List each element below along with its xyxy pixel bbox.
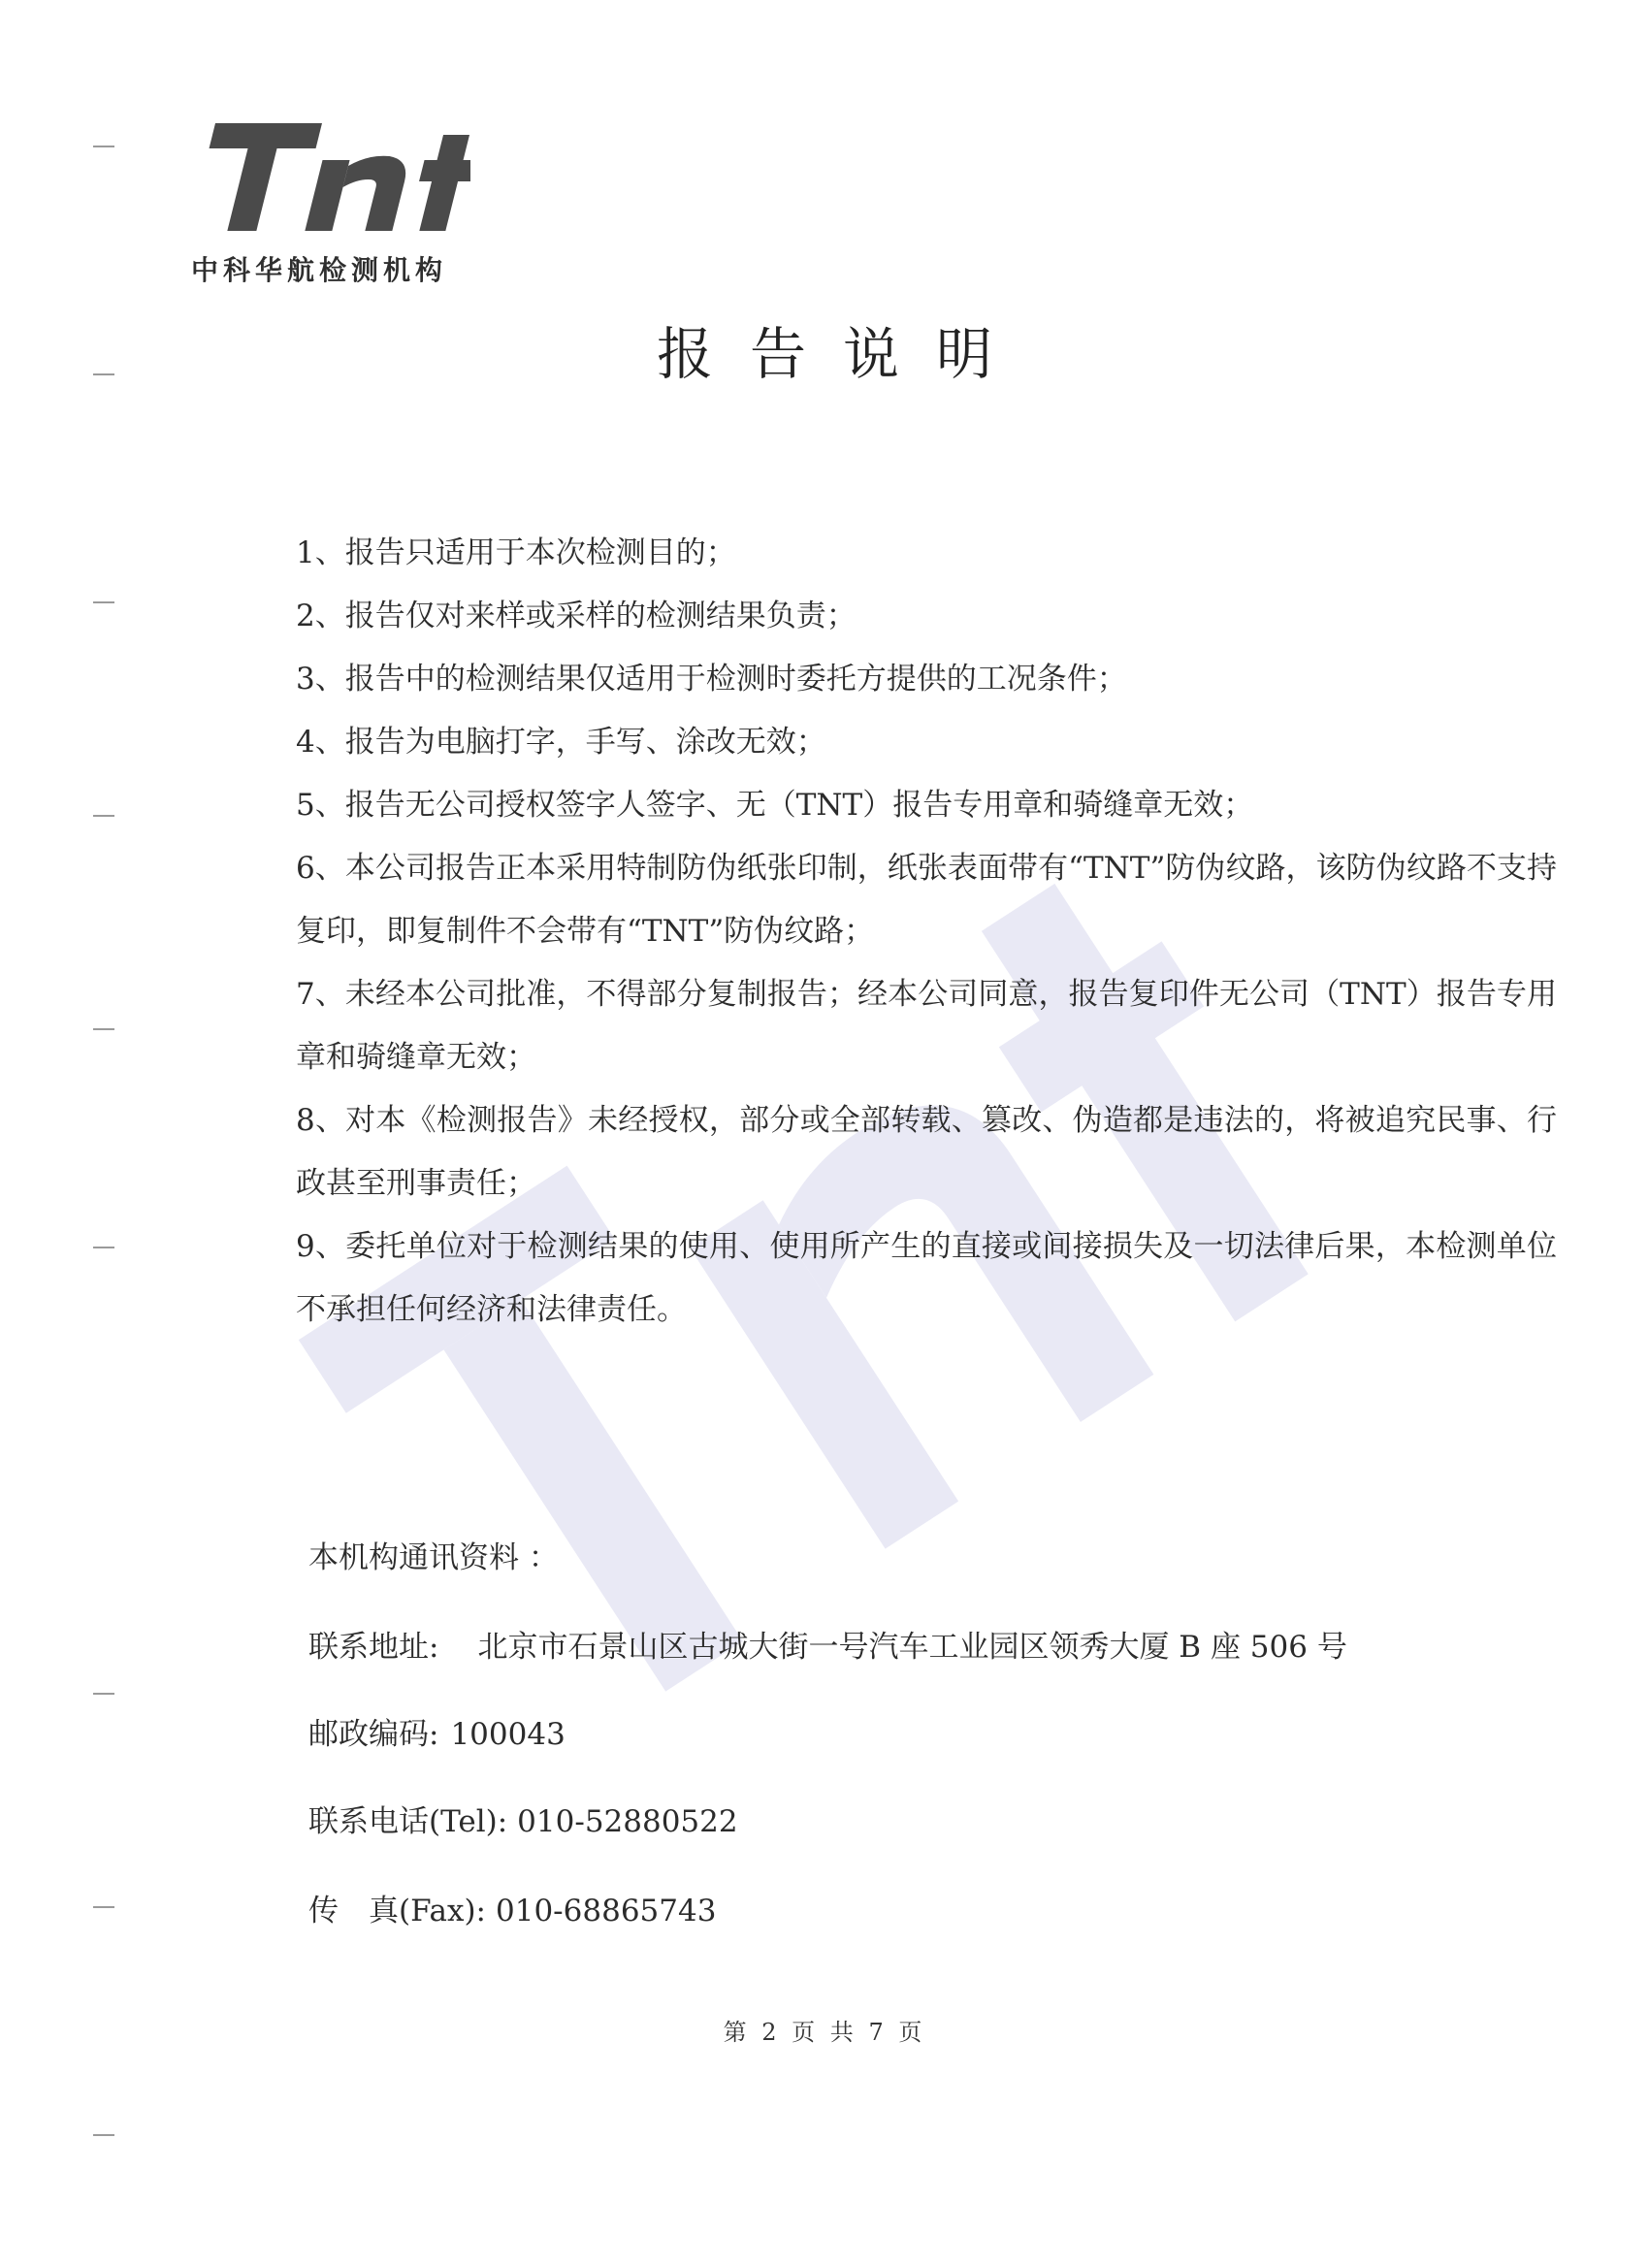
address-label: 联系地址: [308,1630,439,1665]
scan-artifact [93,1693,114,1695]
fax-value: 010-68865743 [496,1894,717,1928]
contact-heading: 本机构通讯资料 ： [308,1540,559,1575]
tel-row [308,1797,738,1840]
address-row [308,1622,1347,1666]
company-logo [189,112,470,286]
clause-item: 3、报告中的检测结果仅适用于检测时委托方提供的工况条件； [296,662,1127,697]
clause-item: 7、未经本公司批准，不得部分复制报告；经本公司同意，报告复印件无公司（TNT）报告专用章和骑缝章无效； [296,977,1557,1075]
address-value: 北京市石景山区古城大街一号汽车工业园区领秀大厦 B 座 506 号 [477,1630,1347,1665]
page-title: 报告说明 [656,321,1029,387]
page-number: 第 2 页 共 7 页 [723,2019,926,2046]
scan-artifact [93,815,114,817]
scan-artifact [93,146,114,147]
postcode-label: 邮政编码: [308,1717,439,1752]
clause-item: 9、委托单位对于检测结果的使用、使用所产生的直接或间接损失及一切法律后果，本检测单位不承担任何经济和法律责任。 [296,1229,1557,1327]
postcode-row [308,1709,566,1753]
clause-item: 1、报告只适用于本次检测目的； [296,535,736,570]
fax-label: 传 真(Fax): [308,1894,487,1928]
tnt-logo-mark [189,112,470,238]
scan-artifact [93,2134,114,2136]
scan-artifact [93,1906,114,1908]
scan-artifact [93,1028,114,1030]
logo-subtitle: 中科华航检测机构 [191,254,448,286]
clause-item: 5、报告无公司授权签字人签字、无（TNT）报告专用章和骑缝章无效； [296,788,1254,823]
clause-item: 2、报告仅对来样或采样的检测结果负责； [296,599,857,633]
tel-value: 010-52880522 [517,1804,738,1839]
postcode-value: 100043 [450,1717,566,1752]
clause-item: 8、对本《检测报告》未经授权，部分或全部转载、篡改、伪造都是违法的，将被追究民事、行政甚至刑事责任； [296,1103,1557,1201]
scan-artifact [93,601,114,603]
clause-item: 6、本公司报告正本采用特制防伪纸张印制，纸张表面带有“TNT”防伪纹路，该防伪纹路不支持复印，即复制件不会带有“TNT”防伪纹路； [296,851,1557,949]
fax-row [308,1886,716,1929]
report-clauses [296,522,1557,1342]
tel-label: 联系电话(Tel): [308,1804,508,1839]
clause-item: 4、报告为电脑打字，手写、涂改无效； [296,725,826,760]
scan-artifact [93,1247,114,1248]
